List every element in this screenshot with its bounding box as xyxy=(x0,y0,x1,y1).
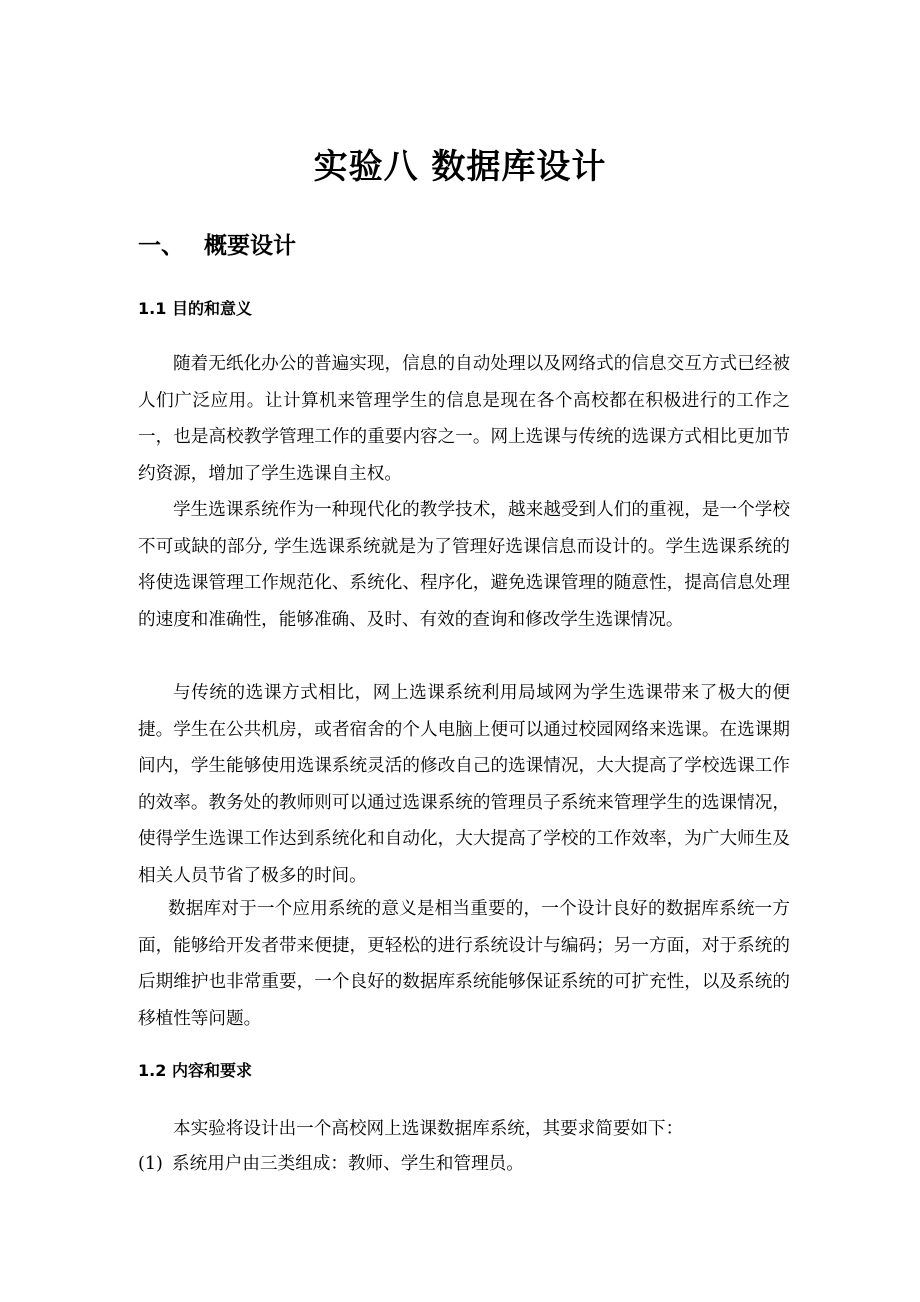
paragraph-2: 学生选课系统作为一种现代化的教学技术，越来越受到人们的重视，是一个学校不可或缺的部分, 学生选课系统就是为了管理好选课信息而设计的。学生选课系统的将使选课管理工作规范化、系统化、程序化，避免选课管理的随意性，提高信息处理的速度和准确性，能够准确、及时、有效的查询和修改学生选课情况。 xyxy=(138,500,790,630)
paragraph-5: 本实验将设计出一个高校网上选课数据库系统，其要求简要如下： xyxy=(173,1119,684,1139)
subsection-heading-1-1 xyxy=(138,296,252,322)
paragraph-4: 数据库对于一个应用系统的意义是相当重要的，一个设计良好的数据库系统一方面，能够给开发者带来便捷，更轻松的进行系统设计与编码；另一方面，对于系统的后期维护也非常重要，一个良好的数据库系统能够保证系统的可扩充性，以及系统的移植性等问题。 xyxy=(138,899,790,1029)
list-item-text: 系统用户由三类组成：教师、学生和管理员。 xyxy=(172,1154,524,1174)
section-title: 概要设计 xyxy=(204,233,296,259)
paragraph-3: 与传统的选课方式相比，网上选课系统利用局域网为学生选课带来了极大的便捷。学生在公共机房，或者宿舍的个人电脑上便可以通过校园网络来选课。在选课期间内，学生能够使用选课系统灵活的修改自己的选课情况，大大提高了学校选课工作的效率。教务处的教师则可以通过选课系统的管理员子系统来管理学生的选课情况，使得学生选课工作达到系统化和自动化，大大提高了学校的工作效率，为广大师生及相关人员节省了极多的时间。 xyxy=(138,683,790,886)
subsection-number: 1.2 xyxy=(138,1061,167,1080)
section-number: 一、 xyxy=(138,233,184,259)
subsection-number: 1.1 xyxy=(138,299,167,318)
list-item-number: (1) xyxy=(138,1154,163,1174)
subsection-title: 内容和要求 xyxy=(172,1061,253,1080)
subsection-heading-1-2 xyxy=(138,1058,252,1084)
paragraph-1: 随着无纸化办公的普遍实现，信息的自动处理以及网络式的信息交互方式已经被人们广泛应用。让计算机来管理学生的信息是现在各个高校都在积极进行的工作之一，也是高校教学管理工作的重要内容之一。网上选课与传统的选课方式相比更加节约资源，增加了学生选课自主权。 xyxy=(138,354,790,484)
subsection-title: 目的和意义 xyxy=(172,299,253,318)
list-item xyxy=(138,1149,524,1179)
document-title: 实验八 数据库设计 xyxy=(313,147,607,187)
section-heading-1 xyxy=(138,228,296,264)
